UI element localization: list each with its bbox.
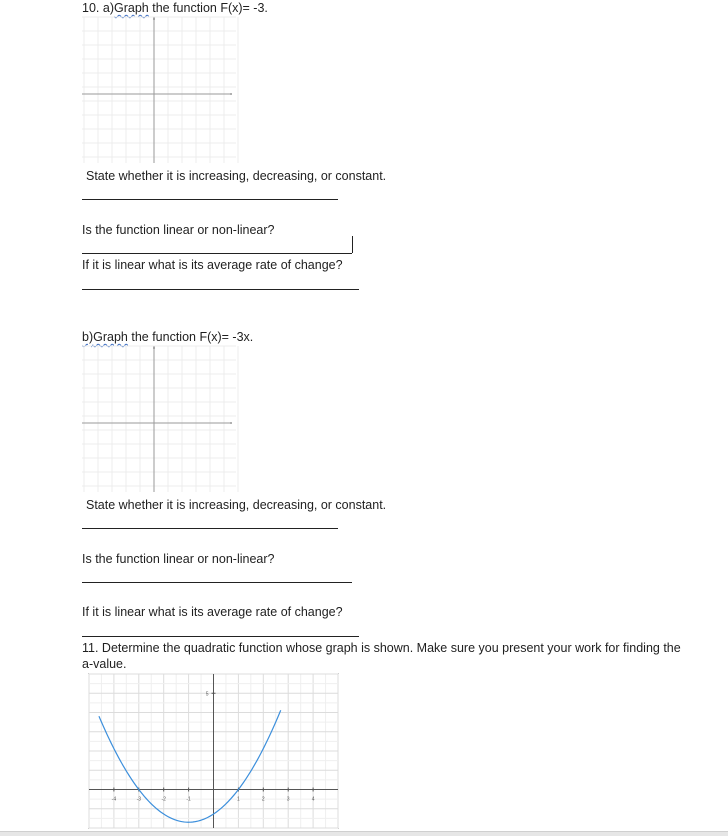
q10a-title: 10. a)Graph the function F(x)= -3. <box>82 1 268 15</box>
q10a-prompt-linear: Is the function linear or non-linear? <box>82 223 275 237</box>
x-tick-label: 1 <box>237 796 240 803</box>
graph-grid-a <box>82 15 242 165</box>
graph-grid-b <box>82 344 242 494</box>
graph-link: Graph <box>93 330 128 344</box>
x-tick-label: 3 <box>286 796 290 803</box>
answer-line[interactable] <box>82 289 359 290</box>
q10b-prompt-linear: Is the function linear or non-linear? <box>82 552 275 566</box>
q10b-title: b)Graph the function F(x)= -3x. <box>82 330 254 344</box>
x-axis-arrow-icon <box>230 422 232 424</box>
y-axis-arrow-icon <box>153 18 155 20</box>
answer-line[interactable] <box>82 199 338 200</box>
x-tick-label: 4 <box>311 796 315 803</box>
x-tick-label: -2 <box>161 796 166 803</box>
x-tick-label: -1 <box>186 796 191 803</box>
x-tick-label: 2 <box>261 796 265 803</box>
q11-text: 11. Determine the quadratic function whose graph is shown. Make sure you present your work for finding the a-value. <box>82 641 681 671</box>
parabola-chart <box>89 674 338 828</box>
graph-link: b) <box>82 330 94 344</box>
answer-line[interactable] <box>82 253 352 254</box>
answer-line[interactable] <box>82 636 359 637</box>
q10a-prompt-rate: If it is linear what is its average rate of change? <box>82 258 343 272</box>
q10a-prompt-monotonic: State whether it is increasing, decreasing, or constant. <box>86 169 387 183</box>
window-bottom-edge <box>0 831 728 836</box>
x-tick-label: -4 <box>111 796 117 803</box>
x-axis-arrow-icon <box>230 93 232 95</box>
cursor-mark <box>352 236 353 253</box>
y-tick-label: 5 <box>205 691 209 698</box>
x-tick-label: -3 <box>136 796 142 803</box>
y-axis-arrow-icon <box>153 347 155 349</box>
q10b-prompt-rate: If it is linear what is its average rate of change? <box>82 605 343 619</box>
graph-link: Graph <box>114 1 149 15</box>
answer-line[interactable] <box>82 582 352 583</box>
q10b-prompt-monotonic: State whether it is increasing, decreasing, or constant. <box>86 498 387 512</box>
answer-line[interactable] <box>82 528 338 529</box>
